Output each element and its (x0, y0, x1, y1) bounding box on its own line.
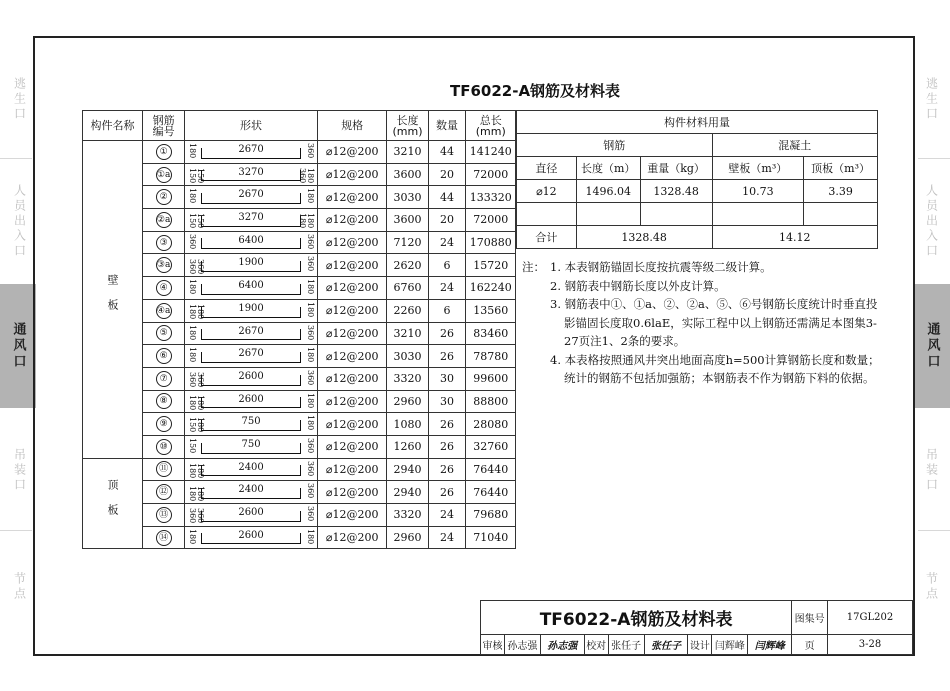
side-tab-escape[interactable]: 逃生口 (12, 76, 27, 122)
rebar-shape-length: 2400 (238, 484, 264, 496)
rebar-spec-cell: ⌀12@200 (317, 345, 387, 368)
rebar-hook-right: 360 (305, 506, 315, 522)
rebar-shape-diagram (185, 277, 317, 299)
usage-cell: 3.39 (804, 180, 878, 203)
rebar-length-cell: 3210 (387, 141, 428, 164)
rebar-number: ④a (156, 303, 172, 319)
rebar-number: ① (156, 144, 172, 160)
notes-block (522, 258, 882, 388)
rebar-total-cell: 83460 (466, 322, 516, 345)
rebar-length-cell: 2960 (387, 390, 428, 413)
rebar-length-cell: 1260 (387, 435, 428, 458)
rebar-number-cell (143, 413, 185, 436)
rebar-qty-cell: 26 (428, 322, 466, 345)
rebar-hook-left: 180 (188, 324, 198, 340)
rebar-shape-cell (185, 163, 318, 186)
rebar-shape-cell (185, 254, 318, 277)
rebar-shape-diagram (185, 345, 317, 367)
usage-title: 构件材料用量 (517, 111, 878, 134)
checker-signature: 张任子 (644, 634, 688, 654)
rebar-total-cell: 141240 (466, 141, 516, 164)
rebar-hook-left: 150 (188, 437, 198, 454)
rebar-number: ④ (156, 280, 172, 296)
note-item: 4. 本表格按照通风井突出地面高度h=500计算钢筋长度和数量；统计的钢筋不包括加强筋；本钢筋表不作为钢筋下料的依据。 (550, 352, 880, 385)
rebar-shape-diagram (185, 436, 317, 458)
rebar-shape-cell (185, 458, 318, 481)
rebar-spec-cell: ⌀12@200 (317, 231, 387, 254)
rebar-length-cell: 2260 (387, 299, 428, 322)
usage-col-roof: 顶板（m³） (804, 157, 878, 180)
rebar-hook-right: 360 (305, 233, 315, 250)
rebar-hook-right: 180 (305, 415, 315, 431)
rebar-hook-left: 180 180 (188, 304, 206, 320)
rebar-hook-left: 150 150 (188, 213, 206, 229)
rebar-spec-cell: ⌀12@200 (317, 209, 387, 232)
rebar-number-cell (143, 481, 185, 504)
page-number: 3-28 (828, 634, 913, 654)
rebar-length-cell: 6760 (387, 277, 428, 300)
rebar-total-cell: 76440 (466, 458, 516, 481)
rebar-shape-length: 1900 (238, 302, 264, 314)
rebar-length-cell: 3210 (387, 322, 428, 345)
rebar-shape-length: 2670 (238, 144, 264, 155)
side-tab-entrance[interactable]: 人员出入口 (12, 183, 27, 259)
reviewer-signature: 孙志强 (540, 634, 584, 654)
rebar-spec-cell: ⌀12@200 (317, 526, 387, 549)
rebar-shape-cell (185, 209, 318, 232)
rebar-shape-length: 1900 (238, 257, 264, 269)
rebar-shape-diagram (185, 300, 317, 322)
rebar-hook-left: 180 (188, 279, 198, 295)
table-row (83, 458, 516, 481)
col-header-shape: 形状 (185, 111, 318, 141)
rebar-number-cell (143, 277, 185, 300)
rebar-qty-cell: 44 (428, 186, 466, 209)
reviewer-name: 孙志强 (504, 634, 540, 654)
rebar-qty-cell: 24 (428, 231, 466, 254)
rebar-number: ⑪ (156, 461, 172, 477)
rebar-shape-cell (185, 435, 318, 458)
rebar-shape-diagram (185, 527, 317, 549)
col-header-component: 构件名称 (83, 111, 143, 141)
rebar-hook-right: 180 (305, 279, 315, 295)
side-tab-escape-right[interactable]: 逃生口 (924, 76, 939, 122)
col-header-rebar-no: 钢筋 编号 (143, 111, 185, 141)
usage-col-weight: 重量（kg） (640, 157, 712, 180)
rebar-number: ①a (156, 167, 172, 183)
rebar-total-cell: 76440 (466, 481, 516, 504)
rebar-total-cell: 99600 (466, 367, 516, 390)
side-divider (0, 530, 32, 531)
table-row (83, 163, 516, 186)
rebar-qty-cell: 6 (428, 299, 466, 322)
table-row (83, 141, 516, 164)
rebar-hook-right: 180 (305, 392, 315, 408)
group-wall-panel: 壁板 (83, 141, 143, 459)
rebar-shape-length: 2600 (238, 529, 264, 541)
title-block (480, 600, 913, 655)
rebar-shape-length: 3270 (238, 212, 264, 224)
rebar-number-cell (143, 141, 185, 164)
rebar-total-cell: 78780 (466, 345, 516, 368)
rebar-number: ②a (156, 212, 172, 228)
page-title: TF6022-A钢筋及材料表 (450, 82, 621, 100)
rebar-hook-right: 360 (305, 483, 315, 499)
rebar-shape-diagram (185, 459, 317, 481)
rebar-hook-left: 180 180 (188, 394, 206, 411)
group-roof-panel: 顶板 (83, 458, 143, 549)
rebar-number-cell (143, 163, 185, 186)
rebar-shape-length: 2600 (238, 393, 264, 405)
usage-cell: 1496.04 (576, 180, 640, 203)
usage-steel-header: 钢筋 (517, 134, 713, 157)
review-label: 审核 (481, 634, 505, 654)
rebar-qty-cell: 20 (428, 163, 466, 186)
rebar-spec-cell: ⌀12@200 (317, 458, 387, 481)
rebar-shape-cell (185, 231, 318, 254)
rebar-hook-left: 180 (188, 188, 198, 204)
table-row (83, 254, 516, 277)
rebar-hook-right: 180 (305, 301, 315, 318)
rebar-qty-cell: 26 (428, 481, 466, 504)
rebar-shape-length: 3270 (238, 166, 264, 178)
table-row (83, 277, 516, 300)
rebar-number: ⑭ (156, 530, 172, 546)
rebar-spec-cell: ⌀12@200 (317, 254, 387, 277)
rebar-spec-cell: ⌀12@200 (317, 390, 387, 413)
rebar-shape-length: 6400 (238, 234, 264, 246)
rebar-table-header (83, 111, 516, 141)
rebar-hook-right: 360 (305, 369, 315, 386)
usage-concrete-header: 混凝土 (712, 134, 878, 157)
rebar-shape-diagram (185, 186, 317, 208)
side-tab-hoist-right[interactable]: 吊装口 (924, 447, 939, 493)
rebar-number: ③ (156, 235, 172, 251)
rebar-length-cell: 3600 (387, 163, 428, 186)
rebar-shape-diagram (185, 323, 317, 345)
rebar-number-cell (143, 231, 185, 254)
rebar-hook-right: 360 (305, 143, 315, 159)
rebar-number: ⑦ (156, 371, 172, 387)
rebar-hook-right: 360 (305, 256, 315, 272)
rebar-hook-left: 180 (188, 347, 198, 363)
atlas-number: 17GL202 (828, 601, 913, 635)
checker-name: 张任子 (608, 634, 644, 654)
rebar-length-cell: 2940 (387, 481, 428, 504)
rebar-length-cell: 2940 (387, 458, 428, 481)
table-row (83, 413, 516, 436)
rebar-shape-cell (185, 322, 318, 345)
rebar-number: ⑩ (156, 439, 172, 455)
rebar-total-cell: 32760 (466, 435, 516, 458)
designer-signature: 闫辉峰 (748, 634, 792, 654)
side-tab-node-right[interactable]: 节点 (924, 572, 939, 602)
rebar-shape-diagram (185, 254, 317, 276)
rebar-hook-left: 150 150 (188, 167, 206, 184)
rebar-shape-cell (185, 504, 318, 527)
title-block-title: TF6022-A钢筋及材料表 (481, 601, 792, 635)
rebar-length-cell: 3600 (387, 209, 428, 232)
rebar-shape-length: 2600 (238, 370, 264, 382)
table-row (83, 209, 516, 232)
rebar-number-cell (143, 390, 185, 413)
rebar-table (82, 110, 516, 549)
page-label: 页 (792, 634, 828, 654)
rebar-shape-diagram (185, 209, 317, 231)
side-divider (0, 158, 32, 159)
rebar-number-cell (143, 322, 185, 345)
rebar-shape-cell (185, 481, 318, 504)
rebar-spec-cell: ⌀12@200 (317, 277, 387, 300)
rebar-qty-cell: 44 (428, 141, 466, 164)
rebar-number: ③a (156, 257, 172, 273)
rebar-hook-right: 180 180 (297, 213, 315, 229)
usage-col-diameter: 直径 (517, 157, 577, 180)
rebar-hook-left: 360 360 (188, 372, 206, 388)
rebar-total-cell: 72000 (466, 163, 516, 186)
side-tab-ventilation[interactable]: 通风口 (0, 284, 36, 408)
side-tab-node[interactable]: 节点 (12, 572, 27, 602)
rebar-qty-cell: 30 (428, 367, 466, 390)
rebar-number: ⑤ (156, 325, 172, 341)
col-header-total: 总长 (mm) (466, 111, 516, 141)
rebar-number: ② (156, 189, 172, 205)
rebar-hook-right: 360 (305, 324, 315, 340)
rebar-hook-right: 180 360 (297, 167, 315, 184)
rebar-length-cell: 3030 (387, 345, 428, 368)
rebar-hook-right: 180 (305, 528, 315, 544)
rebar-length-cell: 3320 (387, 367, 428, 390)
rebar-total-cell: 162240 (466, 277, 516, 300)
rebar-hook-left: 360 (188, 233, 198, 250)
rebar-hook-left: 180 (188, 528, 198, 544)
rebar-shape-length: 2670 (238, 189, 264, 201)
table-row (83, 231, 516, 254)
designer-name: 闫辉峰 (712, 634, 748, 654)
rebar-spec-cell: ⌀12@200 (317, 299, 387, 322)
rebar-shape-cell (185, 277, 318, 300)
table-row (83, 345, 516, 368)
rebar-number-cell (143, 504, 185, 527)
material-usage-table (516, 110, 878, 249)
rebar-spec-cell: ⌀12@200 (317, 141, 387, 164)
rebar-shape-cell (185, 526, 318, 549)
note-item: 1. 本表钢筋锚固长度按抗震等级二级计算。 (550, 260, 772, 274)
rebar-length-cell: 2620 (387, 254, 428, 277)
rebar-shape-length: 2400 (238, 461, 264, 473)
rebar-spec-cell: ⌀12@200 (317, 322, 387, 345)
check-label: 校对 (584, 634, 608, 654)
table-row (83, 367, 516, 390)
rebar-hook-left: 180 180 (188, 462, 206, 479)
note-item: 2. 钢筋表中钢筋长度以外皮计算。 (550, 278, 726, 293)
rebar-shape-length: 2670 (238, 325, 264, 337)
rebar-number-cell (143, 435, 185, 458)
design-label: 设计 (688, 634, 712, 654)
rebar-hook-right: 180 (305, 347, 315, 363)
rebar-total-cell: 15720 (466, 254, 516, 277)
rebar-shape-cell (185, 345, 318, 368)
side-tab-ventilation-right[interactable]: 通风口 (914, 284, 950, 408)
table-row (83, 299, 516, 322)
rebar-shape-cell (185, 390, 318, 413)
rebar-shape-length: 6400 (238, 280, 264, 292)
rebar-hook-right: 180 (305, 188, 315, 204)
rebar-shape-diagram (185, 504, 317, 526)
notes-label: 注： (522, 260, 545, 274)
rebar-qty-cell: 6 (428, 254, 466, 277)
rebar-number-cell (143, 254, 185, 277)
rebar-spec-cell: ⌀12@200 (317, 413, 387, 436)
rebar-total-cell: 88800 (466, 390, 516, 413)
rebar-number-cell (143, 299, 185, 322)
rebar-shape-cell (185, 413, 318, 436)
rebar-shape-length: 750 (241, 416, 261, 428)
rebar-total-cell: 28080 (466, 413, 516, 436)
rebar-shape-cell (185, 299, 318, 322)
rebar-spec-cell: ⌀12@200 (317, 435, 387, 458)
rebar-hook-right: 360 (305, 460, 315, 476)
rebar-number: ⑥ (156, 348, 172, 364)
side-tab-hoist[interactable]: 吊装口 (12, 447, 27, 493)
rebar-hook-left: 360 360 (188, 508, 206, 524)
rebar-spec-cell: ⌀12@200 (317, 367, 387, 390)
rebar-number-cell (143, 526, 185, 549)
side-divider (918, 158, 950, 159)
rebar-qty-cell: 24 (428, 277, 466, 300)
rebar-hook-left: 180 180 (188, 485, 206, 501)
side-tab-entrance-right[interactable]: 人员出入口 (924, 183, 939, 259)
rebar-shape-diagram (185, 391, 317, 413)
rebar-total-cell: 71040 (466, 526, 516, 549)
rebar-qty-cell: 20 (428, 209, 466, 232)
table-row (83, 526, 516, 549)
col-header-length: 长度 (mm) (387, 111, 428, 141)
rebar-shape-length: 2600 (238, 507, 264, 518)
atlas-label: 图集号 (792, 601, 828, 635)
table-row (83, 390, 516, 413)
rebar-shape-diagram (185, 232, 317, 254)
rebar-spec-cell: ⌀12@200 (317, 481, 387, 504)
usage-col-length: 长度（m） (576, 157, 640, 180)
usage-total-concrete: 14.12 (712, 226, 878, 249)
rebar-number-cell (143, 458, 185, 481)
rebar-shape-diagram (185, 164, 317, 186)
rebar-total-cell: 170880 (466, 231, 516, 254)
table-row (83, 186, 516, 209)
rebar-hook-right: 360 (305, 437, 315, 454)
rebar-qty-cell: 26 (428, 458, 466, 481)
usage-col-wall: 壁板（m³） (712, 157, 804, 180)
usage-cell: 1328.48 (640, 180, 712, 203)
rebar-total-cell: 72000 (466, 209, 516, 232)
rebar-length-cell: 3030 (387, 186, 428, 209)
rebar-hook-left: 180 150 (188, 417, 206, 433)
table-row (83, 322, 516, 345)
usage-cell: ⌀12 (517, 180, 577, 203)
rebar-shape-diagram (185, 481, 317, 503)
rebar-qty-cell: 30 (428, 390, 466, 413)
rebar-hook-left: 360 360 (188, 258, 206, 274)
rebar-number-cell (143, 209, 185, 232)
rebar-shape-length: 2670 (238, 348, 264, 360)
rebar-number: ⑫ (156, 484, 172, 500)
usage-total-steel: 1328.48 (576, 226, 712, 249)
rebar-spec-cell: ⌀12@200 (317, 504, 387, 527)
side-divider (918, 530, 950, 531)
rebar-qty-cell: 24 (428, 504, 466, 527)
rebar-total-cell: 79680 (466, 504, 516, 527)
rebar-number: ⑧ (156, 393, 172, 409)
table-row (83, 481, 516, 504)
rebar-shape-diagram (185, 368, 317, 390)
rebar-number: ⑨ (156, 416, 172, 432)
table-row (83, 504, 516, 527)
usage-total-label: 合计 (517, 226, 577, 249)
rebar-length-cell: 3320 (387, 504, 428, 527)
col-header-spec: 规格 (317, 111, 387, 141)
rebar-hook-left: 180 (188, 143, 198, 159)
rebar-qty-cell: 24 (428, 526, 466, 549)
table-row (83, 435, 516, 458)
rebar-qty-cell: 26 (428, 413, 466, 436)
rebar-shape-cell (185, 141, 318, 164)
rebar-spec-cell: ⌀12@200 (317, 163, 387, 186)
rebar-shape-cell (185, 367, 318, 390)
rebar-total-cell: 13560 (466, 299, 516, 322)
rebar-qty-cell: 26 (428, 345, 466, 368)
rebar-shape-diagram (185, 141, 317, 163)
rebar-number-cell (143, 345, 185, 368)
note-item: 3. 钢筋表中①、①a、②、②a、⑤、⑥号钢筋长度统计时垂直投影锚固长度取0.6laE，实际工程中以上钢筋还需满足本图集3-27页注1、2条的要求。 (550, 297, 878, 348)
rebar-number-cell (143, 186, 185, 209)
usage-cell: 10.73 (712, 180, 804, 203)
rebar-length-cell: 2960 (387, 526, 428, 549)
rebar-length-cell: 7120 (387, 231, 428, 254)
rebar-shape-length: 750 (241, 438, 261, 450)
col-header-qty: 数量 (428, 111, 466, 141)
rebar-number: ⑬ (156, 507, 172, 523)
rebar-number-cell (143, 367, 185, 390)
rebar-qty-cell: 26 (428, 435, 466, 458)
rebar-spec-cell: ⌀12@200 (317, 186, 387, 209)
rebar-shape-diagram (185, 413, 317, 435)
rebar-length-cell: 1080 (387, 413, 428, 436)
rebar-shape-cell (185, 186, 318, 209)
rebar-total-cell: 133320 (466, 186, 516, 209)
